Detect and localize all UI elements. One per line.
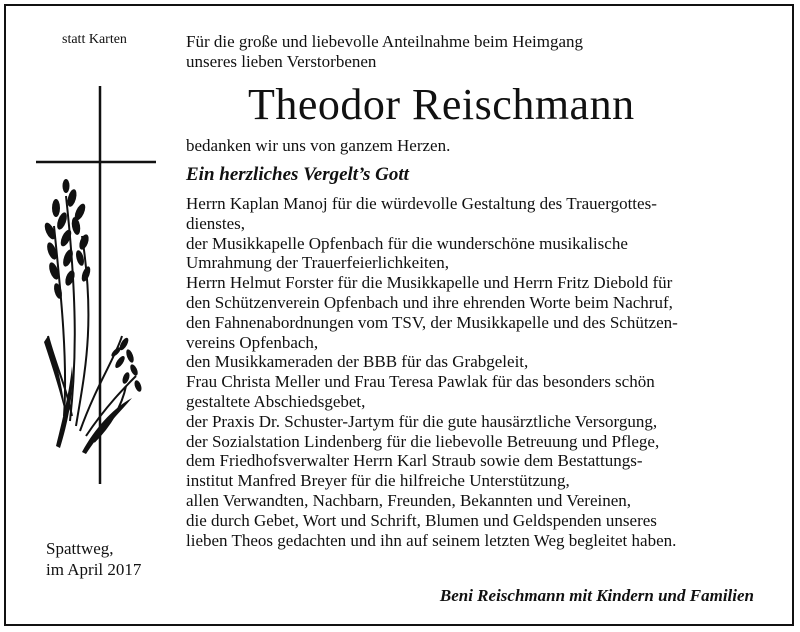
- acknowledgement-line: vereins Opfenbach,: [186, 332, 319, 352]
- statt-karten-label: statt Karten: [62, 32, 127, 47]
- acknowledgement-line: allen Verwandten, Nachbarn, Freunden, Bekannten und Vereinen,: [186, 490, 632, 510]
- vergelt-heading: Ein herzliches Vergelt’s Gott: [186, 164, 409, 185]
- acknowledgement-list: [186, 194, 678, 550]
- intro-line: unseres lieben Verstorbenen: [186, 52, 377, 71]
- acknowledgement-line: Herrn Kaplan Manoj für die würdevolle Gestaltung des Trauergottes-: [186, 194, 657, 213]
- acknowledgement-line: gestaltete Abschiedsgebet,: [186, 391, 366, 411]
- thanks-line: bedanken wir uns von ganzem Herzen.: [186, 136, 451, 155]
- acknowledgement-line: der Musikkapelle Opfenbach für die wunderschöne musikalische: [186, 233, 628, 253]
- signature-line: Beni Reischmann mit Kindern und Familien: [439, 586, 754, 605]
- acknowledgement-line: institut Manfred Breyer für die hilfreiche Unterstützung,: [186, 471, 570, 491]
- acknowledgement-line: dienstes,: [186, 213, 246, 233]
- date-line: im April 2017: [46, 560, 142, 579]
- acknowledgement-line: Frau Christa Meller und Frau Teresa Pawlak für das besonders schön: [186, 372, 655, 392]
- acknowledgement-line: den Schützenverein Opfenbach und ihre ehrenden Worte beim Nachruf,: [186, 292, 673, 312]
- acknowledgement-line: den Fahnenabordnungen vom TSV, der Musikkapelle und des Schützen-: [186, 312, 678, 332]
- intro-line: Für die große und liebevolle Anteilnahme beim Heimgang: [186, 32, 584, 51]
- place-date: [46, 538, 141, 580]
- acknowledgement-line: die durch Gebet, Wort und Schrift, Blumen und Geldspenden unseres: [186, 510, 657, 530]
- acknowledgement-line: Herrn Helmut Forster für die Musikkapelle und Herrn Fritz Diebold für: [186, 273, 673, 293]
- intro-text: [186, 32, 583, 72]
- deceased-name: Theodor Reischmann: [248, 80, 635, 129]
- acknowledgement-line: Umrahmung der Trauerfeierlichkeiten,: [186, 253, 449, 273]
- acknowledgement-line: der Praxis Dr. Schuster-Jartym für die gute hausärztliche Versorgung,: [186, 411, 658, 431]
- acknowledgement-line: den Musikkameraden der BBB für das Grabgeleit,: [186, 352, 529, 372]
- cross-with-grass-icon: [36, 86, 166, 491]
- acknowledgement-line: der Sozialstation Lindenberg für die liebevolle Betreuung und Pflege,: [186, 431, 660, 451]
- acknowledgement-line: lieben Theos gedachten und ihn auf seinem letzten Weg begleitet haben.: [186, 530, 677, 550]
- acknowledgement-line: dem Friedhofsverwalter Herrn Karl Straub sowie dem Bestattungs-: [186, 451, 643, 471]
- place-line: Spattweg,: [46, 539, 114, 558]
